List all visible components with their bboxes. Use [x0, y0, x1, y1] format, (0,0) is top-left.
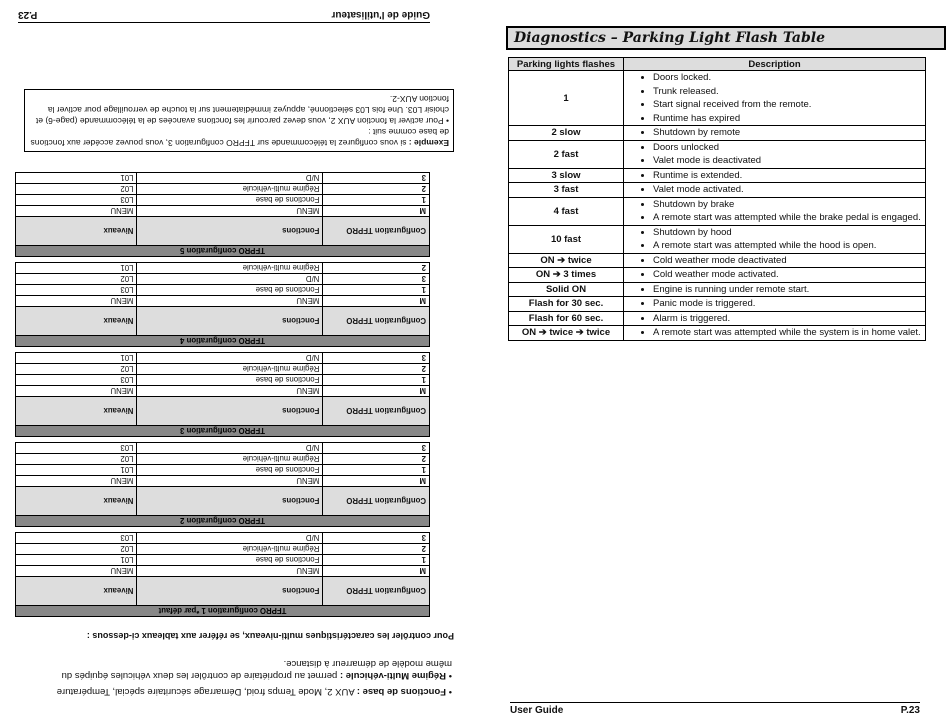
config-title: TFPRO configuration 2	[16, 516, 430, 527]
config-cell: Fonctions de base	[137, 465, 323, 476]
table-row	[16, 173, 430, 184]
header-description: Description	[624, 58, 926, 71]
config-cell: 3	[323, 173, 430, 184]
table-row	[16, 263, 430, 274]
table-row	[509, 311, 926, 326]
flash-description	[624, 183, 926, 198]
banner-title: Diagnostics – Parking Light Flash Table	[514, 30, 826, 46]
description-item: • Start signal received from the remote.	[653, 98, 922, 112]
flash-description	[624, 71, 926, 126]
flash-description	[624, 225, 926, 253]
config-cell: Régime multi-véhicule	[137, 364, 323, 375]
config-cell: Fonctions de base	[137, 195, 323, 206]
config-cell: N/D	[137, 173, 323, 184]
config-head-cell: Fonctions	[137, 577, 323, 606]
description-item: • Shutdown by remote	[653, 126, 922, 140]
french-page	[0, 0, 470, 725]
config-cell: M	[323, 296, 430, 307]
diagnostics-banner	[506, 26, 946, 50]
config-cell: 2	[323, 263, 430, 274]
config-title: TFPRO configuration 3	[16, 426, 430, 437]
config-head-cell: Configuration TFPRO	[323, 397, 430, 426]
table-row	[16, 364, 430, 375]
bullet-multi-vehicle: • Régime Multi-véhicule : permet au propriétaire de contrôler les deux véhicules équipés du même modèle de démarreur à distance.	[61, 658, 452, 681]
example-box: Exemple : si vous configurez la télécommande sur TFPRO configuration 3, vous pouvez accéder aux fonctions de base comme suit : • Pour activer la fonction AUX 2, vous devez parcourir les fonctions avancées de la télécommande (page-6) et choisir L03. Une fois L03 sélectionné, appuyez immédiatement sur la touche de verrouillage pour activer la fonction AUX-2.	[24, 89, 454, 152]
english-page	[470, 0, 950, 725]
config-cell: 3	[323, 353, 430, 364]
description-item: • Valet mode is deactivated	[653, 154, 922, 168]
description-item: • Alarm is triggered.	[653, 312, 922, 326]
table-row	[16, 184, 430, 195]
config-head-cell: Fonctions	[137, 217, 323, 246]
table-row	[509, 71, 926, 126]
config-cell: Régime multi-véhicule	[137, 263, 323, 274]
config-head-cell: Configuration TFPRO	[323, 577, 430, 606]
feature-bullets	[52, 653, 452, 697]
french-footer	[18, 9, 430, 23]
config-head-cell: Niveaux	[16, 217, 137, 246]
flash-code: Flash for 60 sec.	[509, 311, 624, 326]
config-cell: 1	[323, 195, 430, 206]
flash-description	[624, 140, 926, 168]
table-row	[16, 353, 430, 364]
description-item: • Shutdown by hood	[653, 226, 922, 240]
table-row	[16, 566, 430, 577]
config-cell: L03	[16, 195, 137, 206]
config-head-cell: Niveaux	[16, 397, 137, 426]
config-cell: Régime multi-véhicule	[137, 544, 323, 555]
table-header-row	[509, 58, 926, 71]
config-head-cell: Fonctions	[137, 397, 323, 426]
header-flashes: Parking lights flashes	[509, 58, 624, 71]
flash-code: ON ➔ 3 times	[509, 268, 624, 283]
french-footer-title: Guide de l'utilisateur	[331, 9, 430, 20]
table-row	[509, 140, 926, 168]
table-row	[509, 183, 926, 198]
config-cell: M	[323, 566, 430, 577]
table-row	[509, 225, 926, 253]
config-cell: 3	[323, 274, 430, 285]
config-cell: L01	[16, 353, 137, 364]
table-row	[509, 168, 926, 183]
config-cell: 3	[323, 443, 430, 454]
config-cell: MENU	[137, 566, 323, 577]
config-cell: L01	[16, 555, 137, 566]
flash-code: 2 fast	[509, 140, 624, 168]
config-cell: L03	[16, 533, 137, 544]
table-row	[509, 326, 926, 341]
description-item: • Shutdown by brake	[653, 198, 922, 212]
flash-description	[624, 253, 926, 268]
config-cell: N/D	[137, 533, 323, 544]
description-item: • Cold weather mode activated.	[653, 268, 922, 282]
table-row	[509, 282, 926, 297]
config-intro: Pour contrôler les caractéristiques multi-niveaux, se référer aux tableaux ci-dessous :	[86, 631, 454, 641]
config-title: TFPRO configuration 5	[16, 246, 430, 257]
table-row	[509, 197, 926, 225]
flash-description	[624, 311, 926, 326]
table-row	[16, 533, 430, 544]
description-item: • Doors locked.	[653, 71, 922, 85]
config-table	[15, 172, 430, 257]
config-cell: 1	[323, 465, 430, 476]
config-cell: L03	[16, 443, 137, 454]
table-row	[509, 126, 926, 141]
config-cell: MENU	[16, 386, 137, 397]
config-table	[15, 532, 430, 617]
config-title: TFPRO configuration 4	[16, 336, 430, 347]
flash-description	[624, 268, 926, 283]
table-row	[16, 465, 430, 476]
config-cell: 2	[323, 544, 430, 555]
description-item: • Runtime is extended.	[653, 169, 922, 183]
description-item: • A remote start was attempted while the brake pedal is engaged.	[653, 211, 922, 225]
flash-description	[624, 282, 926, 297]
config-table	[15, 352, 430, 437]
table-row	[16, 544, 430, 555]
table-row	[16, 386, 430, 397]
description-item: • Panic mode is triggered.	[653, 297, 922, 311]
config-title: TFPRO configuration 1 *par défaut	[16, 606, 430, 617]
french-footer-page: P.23	[18, 9, 38, 20]
description-item: • A remote start was attempted while the system is in home valet.	[653, 326, 922, 340]
config-cell: 2	[323, 364, 430, 375]
config-head-cell: Configuration TFPRO	[323, 307, 430, 336]
config-cell: M	[323, 206, 430, 217]
config-cell: 1	[323, 555, 430, 566]
config-cell: Fonctions de base	[137, 285, 323, 296]
config-cell: L02	[16, 274, 137, 285]
config-head-cell: Niveaux	[16, 307, 137, 336]
description-item: • Trunk released.	[653, 85, 922, 99]
flash-code: 3 fast	[509, 183, 624, 198]
config-cell: N/D	[137, 443, 323, 454]
config-head-cell: Niveaux	[16, 487, 137, 516]
description-item: • Engine is running under remote start.	[653, 283, 922, 297]
description-item: • Doors unlocked	[653, 141, 922, 155]
config-cell: N/D	[137, 274, 323, 285]
footer-title: User Guide	[510, 705, 564, 716]
table-row	[16, 443, 430, 454]
config-head-cell: Fonctions	[137, 307, 323, 336]
description-item: • Runtime has expired	[653, 112, 922, 126]
config-head-cell: Configuration TFPRO	[323, 217, 430, 246]
config-cell: MENU	[137, 476, 323, 487]
config-cell: MENU	[137, 386, 323, 397]
config-cell: MENU	[137, 206, 323, 217]
config-cell: MENU	[16, 206, 137, 217]
flash-code: 1	[509, 71, 624, 126]
config-cell: MENU	[16, 566, 137, 577]
config-cell: Régime multi-véhicule	[137, 454, 323, 465]
config-cell: L02	[16, 364, 137, 375]
flash-code: Flash for 30 sec.	[509, 297, 624, 312]
table-row	[16, 206, 430, 217]
flash-code: 10 fast	[509, 225, 624, 253]
parking-light-flash-table	[508, 57, 926, 341]
config-cell: M	[323, 476, 430, 487]
config-cell: L02	[16, 184, 137, 195]
description-item: • Valet mode activated.	[653, 183, 922, 197]
config-cell: L03	[16, 375, 137, 386]
description-item: • Cold weather mode deactivated	[653, 254, 922, 268]
description-item: • A remote start was attempted while the hood is open.	[653, 239, 922, 253]
flash-description	[624, 168, 926, 183]
config-cell: 2	[323, 454, 430, 465]
config-cell: 2	[323, 184, 430, 195]
table-row	[16, 274, 430, 285]
flash-description	[624, 297, 926, 312]
config-head-cell: Fonctions	[137, 487, 323, 516]
config-cell: 1	[323, 375, 430, 386]
flash-code: 2 slow	[509, 126, 624, 141]
table-row	[509, 297, 926, 312]
table-row	[16, 476, 430, 487]
config-cell: MENU	[16, 476, 137, 487]
flash-code: Solid ON	[509, 282, 624, 297]
config-head-cell: Niveaux	[16, 577, 137, 606]
flash-code: 4 fast	[509, 197, 624, 225]
config-cell: L03	[16, 285, 137, 296]
config-cell: MENU	[16, 296, 137, 307]
config-cell: 3	[323, 533, 430, 544]
config-cell: Fonctions de base	[137, 375, 323, 386]
config-table	[15, 442, 430, 527]
english-footer	[510, 702, 920, 716]
flash-code: ON ➔ twice ➔ twice	[509, 326, 624, 341]
table-row	[16, 285, 430, 296]
flash-description	[624, 126, 926, 141]
config-cell: N/D	[137, 353, 323, 364]
footer-page: P.23	[900, 705, 920, 716]
bullet-basic-functions: • Fonctions de base : AUX 2, Mode Temps froid, Démarrage sécuritaire spécial, Température	[56, 686, 452, 697]
table-row	[16, 555, 430, 566]
config-cell: L01	[16, 263, 137, 274]
config-cell: L02	[16, 544, 137, 555]
config-cell: Fonctions de base	[137, 555, 323, 566]
config-cell: M	[323, 386, 430, 397]
flash-code: ON ➔ twice	[509, 253, 624, 268]
table-row	[509, 253, 926, 268]
flash-description	[624, 197, 926, 225]
flash-code: 3 slow	[509, 168, 624, 183]
table-row	[16, 296, 430, 307]
config-cell: 1	[323, 285, 430, 296]
french-page-rotated	[0, 0, 470, 725]
config-cell: L02	[16, 454, 137, 465]
config-cell: L01	[16, 465, 137, 476]
flash-description	[624, 326, 926, 341]
config-cell: L01	[16, 173, 137, 184]
config-head-cell: Configuration TFPRO	[323, 487, 430, 516]
config-table	[15, 262, 430, 347]
table-row	[509, 268, 926, 283]
table-row	[16, 195, 430, 206]
table-row	[16, 454, 430, 465]
config-cell: MENU	[137, 296, 323, 307]
table-row	[16, 375, 430, 386]
config-cell: Régime multi-véhicule	[137, 184, 323, 195]
